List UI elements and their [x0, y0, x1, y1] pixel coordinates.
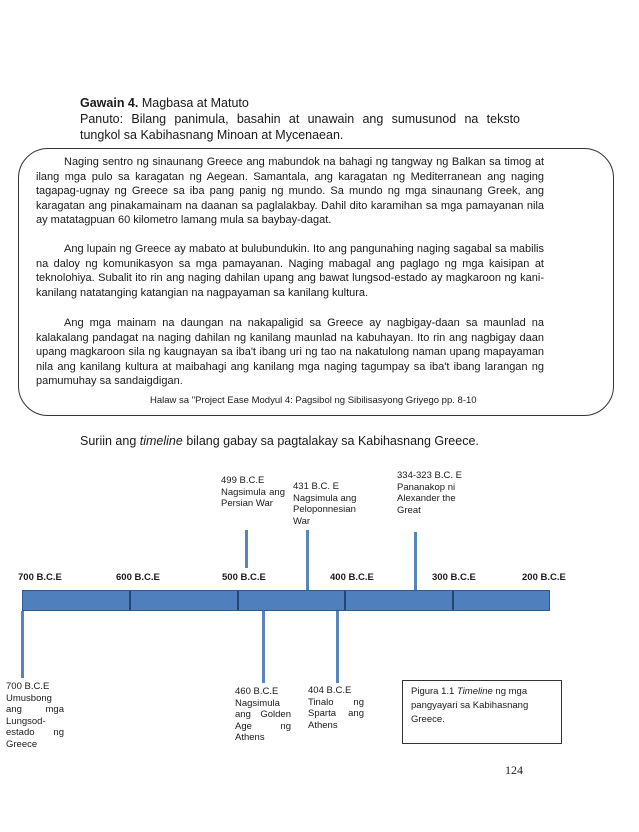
event-text: Nagsimula ang Golden Age ng Athens	[235, 697, 291, 743]
instruction-text: Panuto: Bilang panimula, basahin at unawain ang sumusunod na teksto tungkol sa Kabihasnang Minoan at Mycenaean.	[80, 112, 520, 142]
tick-400: 400 B.C.E	[330, 572, 374, 583]
stem-334	[414, 532, 417, 590]
timeline-bar	[22, 590, 550, 611]
stem-431	[306, 530, 309, 590]
timeline-intro-italic: timeline	[139, 434, 183, 448]
event-city-states	[6, 681, 64, 750]
event-date: 431 B.C. E	[293, 481, 339, 492]
timeline-intro	[80, 434, 479, 448]
event-text: Pananakop ni Alexander the Great	[397, 481, 456, 516]
event-text: Nagsimula ang Peloponnesian War	[293, 492, 357, 527]
timeline-divider	[452, 591, 454, 610]
tick-300: 300 B.C.E	[432, 572, 476, 583]
event-date: 700 B.C.E	[6, 681, 50, 692]
figure-caption	[402, 680, 562, 744]
event-text: Nagsimula ang Persian War	[221, 486, 285, 509]
reading-paragraph-1: Naging sentro ng sinaunang Greece ang mabundok na bahagi ng tangway ng Balkan sa timog at ilang mga pulo sa karagatan ng Aegean. Samantala, ang karagatan ng Mediterranean ang naging tagapag-ugnay ng Greece sa iba pang panig ng mundo. Sa mundo ng mga sinaunang Greek, ang karagatan ang pinakamainam na daanan sa paglalakbay. Dahil dito karamihan sa mga pamayanan nila ay matatagpuan 60 kilometro lamang mula sa baybay-dagat.	[36, 156, 544, 227]
event-text: Umusbong ang mga Lungsod-estado ng Greece	[6, 692, 64, 750]
event-sparta-wins	[308, 685, 364, 731]
event-date: 499 B.C.E	[221, 475, 265, 486]
caption-prefix: Pigura 1.1	[411, 686, 457, 697]
event-date: 460 B.C.E	[235, 686, 279, 697]
stem-499	[245, 530, 248, 568]
event-persian-war	[221, 475, 285, 510]
page-number: 124	[505, 763, 523, 777]
activity-title	[80, 95, 520, 111]
tick-700: 700 B.C.E	[18, 572, 62, 583]
tick-500: 500 B.C.E	[222, 572, 266, 583]
timeline-divider	[344, 591, 346, 610]
caption-italic: Timeline	[456, 686, 493, 697]
activity-label: Gawain 4.	[80, 96, 139, 110]
event-golden-age	[235, 686, 291, 744]
tick-600: 600 B.C.E	[116, 572, 160, 583]
caption-suffix: ng mga pangyayari sa Kabihasnang Greece.	[411, 686, 529, 725]
timeline-intro-start: Suriin ang	[80, 434, 140, 448]
tick-200: 200 B.C.E	[522, 572, 566, 583]
activity-name: Magbasa at Matuto	[141, 96, 249, 110]
timeline-divider	[237, 591, 239, 610]
event-date: 334-323 B.C. E	[397, 470, 462, 481]
event-date: 404 B.C.E	[308, 685, 352, 696]
event-peloponnesian-war	[293, 481, 373, 527]
timeline-intro-end: bilang gabay sa pagtalakay sa Kabihasnang Greece.	[182, 434, 479, 448]
reading-source: Halaw sa "Project Ease Modyul 4: Pagsibol ng Sibilisasyong Griyego pp. 8-10	[150, 395, 477, 406]
event-text: Tinalo ng Sparta ang Athens	[308, 696, 364, 731]
reading-paragraph-3: Ang mga mainam na daungan na nakapaligid sa Greece ay nagbigay-daan sa maunlad na kalakalang pandagat na naging dahilan ng kanilang maunlad na kabuhayan. Ito rin ang nagbigay daan upang magkaroon sila ng kaugnayan sa iba't ibang uri ng tao na nakatulong naman upang mapayaman nila ang kanilang kultura at maibahagi ang kanilang mga naging tagumpay sa iba't ibang larangan ng pamumuhay sa sandaigdigan.	[36, 317, 544, 388]
stem-404	[336, 611, 339, 683]
event-alexander	[397, 470, 475, 516]
stem-460	[262, 611, 265, 683]
stem-700	[21, 611, 24, 678]
reading-paragraph-2: Ang lupain ng Greece ay mabato at bulubundukin. Ito ang pangunahing naging sagabal sa mabilis na daloy ng komunikasyon sa mga pamayanan. Naging mabagal ang paglago ng mga kaisipan at teknolohiya. Subalit ito rin ang naging dahilan upang ang bawat lungsod-estado ay magkaroon ng kani-kanilang natatanging katangian na nagpayaman sa kanilang kultura.	[36, 243, 544, 299]
timeline-divider	[129, 591, 131, 610]
